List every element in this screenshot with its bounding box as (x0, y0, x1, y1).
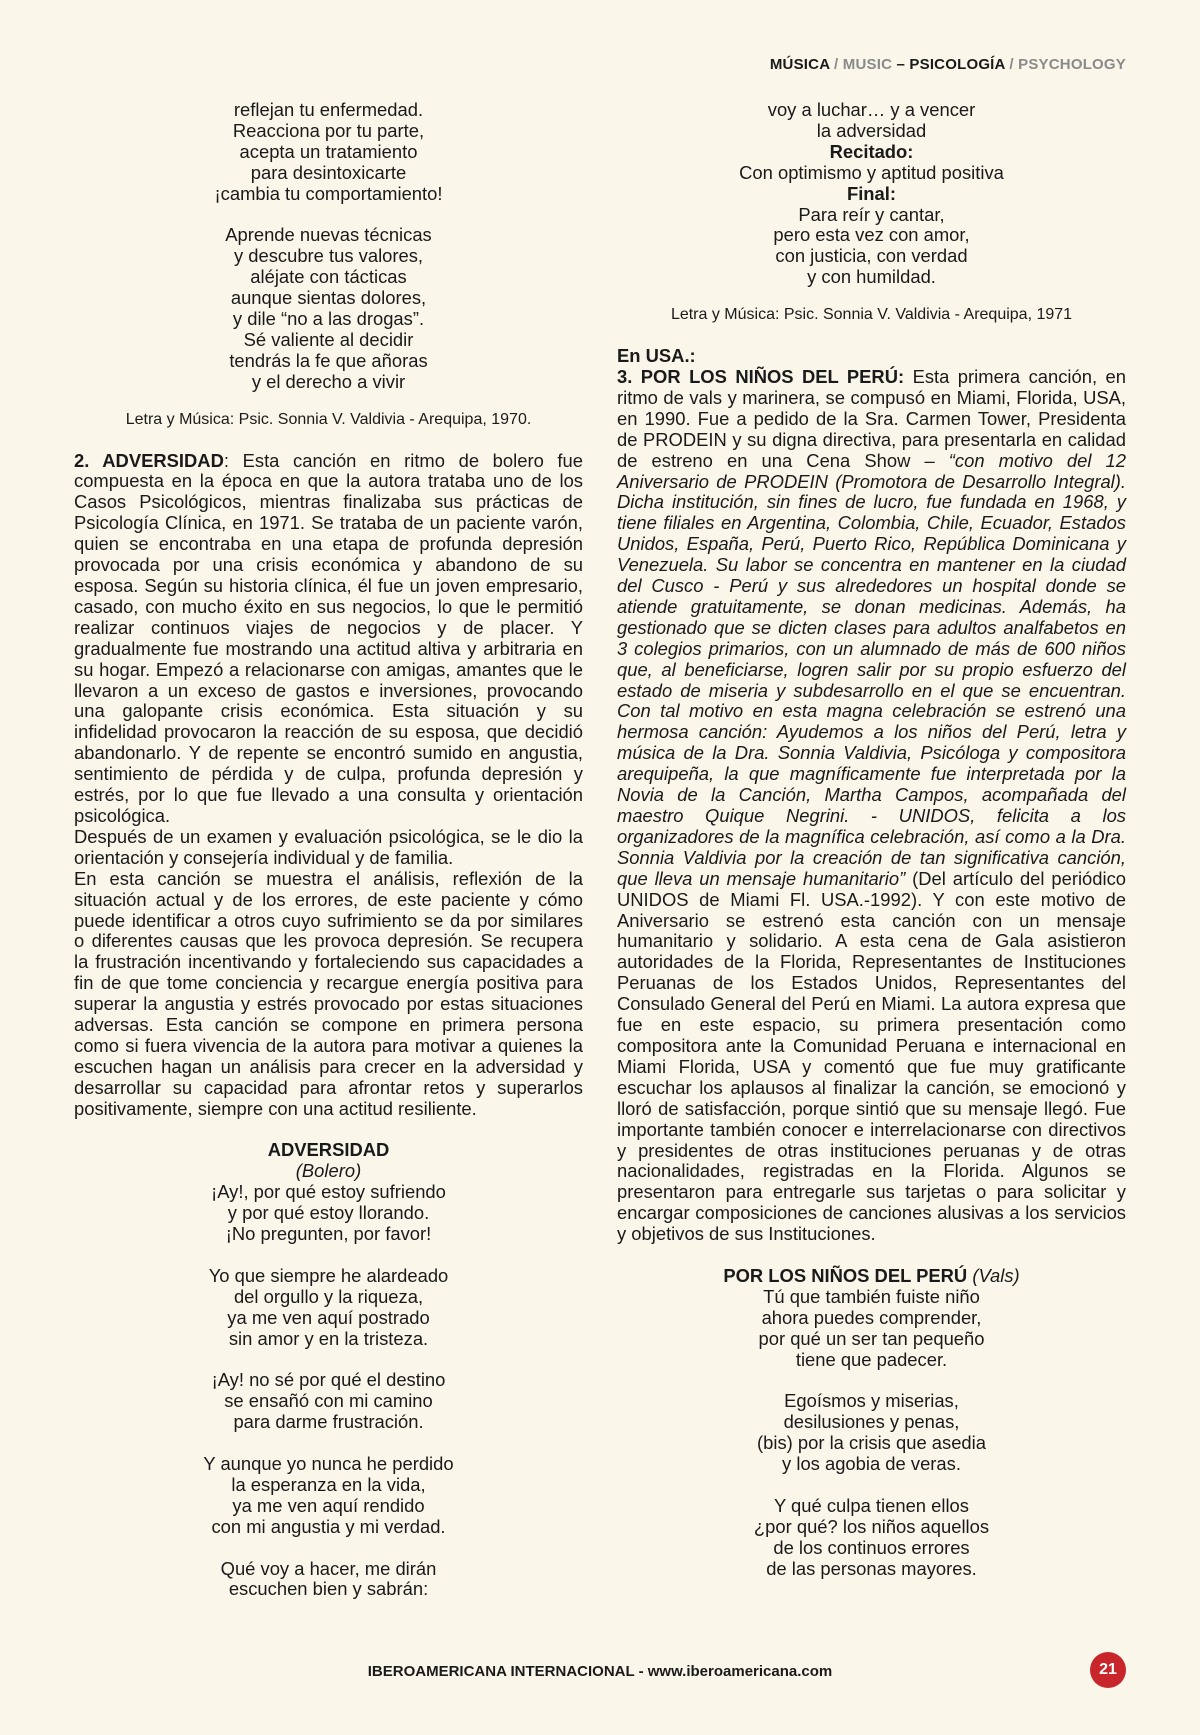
verse-line: por qué un ser tan pequeño (758, 1327, 985, 1349)
verse-line: pero esta vez con amor, (773, 224, 970, 246)
song-stanza (617, 100, 1126, 142)
verse-line: del orgullo y la riqueza, (233, 1285, 424, 1307)
section-2-paragraph (74, 451, 583, 827)
header-dash: – (892, 56, 910, 73)
verse-line: la adversidad (816, 119, 927, 141)
section-3-title: 3. POR LOS NIÑOS DEL PERÚ: (617, 365, 905, 387)
verse-line: y por qué estoy llorando. (227, 1202, 430, 1224)
song-stanza (617, 1391, 1126, 1475)
verse-line: Sé valiente al decidir (243, 328, 414, 350)
verse-line: ¡cambia tu comportamiento! (214, 182, 443, 204)
verse-line: y con humildad. (807, 266, 936, 288)
song-title: ADVERSIDAD (267, 1139, 390, 1161)
song-stanza (617, 205, 1126, 289)
song-stanza (617, 1496, 1126, 1580)
verse-line: ahora puedes comprender, (761, 1306, 982, 1328)
section-3-paragraph (617, 367, 1126, 1245)
header-sep: / (829, 56, 843, 73)
verse-line: la esperanza en la vida, (231, 1473, 426, 1495)
song-stanza (74, 1370, 583, 1433)
section-3-intro: Esta primera canción, en ritmo de vals y marinera, se compusó en Miami, Florida, USA, en 1990. Fue a pedido de la Sra. Carmen Tower, Presidenta de PRODEIN y su digna directiva, para presentarla en calidad de estreno en una Cena Show – (617, 365, 1126, 471)
right-column (617, 100, 1126, 1579)
song-genre: (Vals) (967, 1264, 1020, 1286)
verse-line: reflejan tu enfermedad. (233, 99, 424, 120)
poem-stanza (74, 225, 583, 392)
page-number-badge: 21 (1090, 1652, 1126, 1688)
section-2-title: 2. ADVERSIDAD (74, 449, 224, 471)
header-music: MUSIC (842, 56, 893, 73)
header-musica: MÚSICA (769, 56, 830, 73)
verse-line: tiene que padecer. (795, 1348, 948, 1370)
verse-line: ¡Ay! no sé por qué el destino (211, 1369, 446, 1391)
left-column (74, 100, 583, 1600)
header-sep: / (1005, 56, 1019, 73)
header-psicologia: PSICOLOGÍA (909, 56, 1006, 73)
final-label: Final: (846, 182, 897, 204)
verse-line: de los continuos errores (773, 1536, 970, 1558)
footer-text: IBEROAMERICANA INTERNACIONAL - www.iberoamericana.com (367, 1663, 833, 1680)
section-2-text: : Esta canción en ritmo de bolero fue compuesta en la época en que la autora trataba uno de los Casos Psicológicos, mientras finalizaba sus prácticas de Psicología Clínica, en 1971. Se trataba de un paciente varón, quien se encontraba en una etapa de profunda depresión provocada por una crisis económica y abandono de su esposa. Según su historia clínica, él fue un joven empresario, casado, con mucho éxito en sus negocios, lo que le permitió realizar continuos viajes de negocios y de placer. Y gradualmente fue mostrando una actitud altiva y arbitraria en su hogar. Empezó a relacionarse con amigas, amantes que le llevaron a un exceso de gastos e inversiones, provocando una galopante crisis económica. Esta situación y su infidelidad provocaron la reacción de su esposa, que decidió abandonarlo. Y de repente se encontró sumido en angustia, sentimiento de pérdida y de culpa, profunda depresión y estrés, por lo que fue llevado a una consulta y orientación psicológica. (74, 449, 583, 826)
verse-line: ya me ven aquí postrado (227, 1306, 430, 1328)
verse-line: con justicia, con verdad (775, 245, 968, 267)
verse-line: Aprende nuevas técnicas (225, 224, 432, 246)
section-header (770, 56, 1126, 73)
verse-line: ¿por qué? los niños aquellos (753, 1515, 990, 1537)
song-stanza (617, 1287, 1126, 1371)
section-2-paragraph: Después de un examen y evaluación psicológica, se le dio la orientación y consejería individual y de familia. (74, 825, 583, 868)
verse-line: para desintoxicarte (250, 161, 407, 183)
verse-line: Reacciona por tu parte, (232, 119, 425, 141)
section-2-paragraph: En esta canción se muestra el análisis, reflexión de la situación actual y de los errores, de este paciente y cómo puede identificar a otros cuyo sufrimiento se da por similares o diferentes causas que les provoca depresión. Se recupera la frustración incentivando y fortaleciendo sus capacidades a fin de que tome conciencia y recargue energía positiva para superar la angustia y estrés provocado por estas situaciones adversas. Esta canción se compone en primera persona como si fuera vivencia de la autora para motivar a quienes la escuchen hagan un análisis para crecer en la adversidad y desarrollar su capacidad para afrontar retos y superarlos positivamente, siempre con una actitud resiliente. (74, 867, 583, 1119)
verse-line: (bis) por la crisis que asedia (757, 1432, 986, 1454)
verse-line: y el derecho a vivir (251, 370, 406, 392)
song-stanza (74, 1454, 583, 1538)
header-psychology: PSYCHOLOGY (1018, 56, 1126, 73)
verse-line: para darme frustración. (233, 1411, 424, 1433)
verse-line: Y qué culpa tienen ellos (774, 1494, 969, 1516)
en-usa-heading: En USA.: (617, 345, 696, 367)
verse-line: y descubre tus valores, (233, 245, 424, 267)
verse-line: ya me ven aquí rendido (232, 1494, 425, 1516)
poem-stanza (74, 100, 583, 205)
verse-line: Qué voy a hacer, me dirán (220, 1557, 437, 1579)
verse-line: tendrás la fe que añoras (229, 349, 428, 371)
song-title: POR LOS NIÑOS DEL PERÚ (723, 1264, 968, 1286)
verse-line: aléjate con tácticas (250, 266, 407, 288)
section-3-rest: (Del artículo del periódico UNIDOS de Miami Fl. USA.-1992). Y con este motivo de Aniversario se estrenó esta canción con un mensaje humanitario y solidario. A esta cena de Gala asistieron autoridades de la Florida, Representantes de Instituciones Peruanas de los Estados Unidos, Representantes del Consulado General del Perú en Miami. La autora expresa que fue en este espacio, su primera presentación como compositora ante la Comunidad Peruana e internacional en Miami Florida, USA y comentó que fue muy gratificante escuchar los aplausos al finalizar la canción, se emocionó y lloró de satisfacción, porque sintió que su mensaje llegó. Fue importante también conocer e interrelacionarse con directivos y presidentes de otras instituciones peruanas y de otras nacionalidades, registradas en la Florida. Algunos se presentaron para entregarle sus tarjetas o para solicitar y encargar composiciones de canciones alusivas a los servicios y objetivos de sus Instituciones. (617, 867, 1126, 1245)
song-stanza (74, 1266, 583, 1350)
song-heading (617, 1266, 1126, 1287)
song-credit: Letra y Música: Psic. Sonnia V. Valdivia - Arequipa, 1971 (670, 306, 1073, 324)
verse-line: sin amor y en la tristeza. (228, 1327, 429, 1349)
song-credit: Letra y Música: Psic. Sonnia V. Valdivia - Arequipa, 1970. (125, 410, 532, 428)
verse-line: y dile “no a las drogas”. (232, 308, 425, 330)
section-3-quote: “con motivo del 12 Aniversario de PRODEIN (Promotora de Desarrollo Integral). Dicha institución, sin fines de lucro, fue fundada en 1968, y tiene filiales en Argentina, Colombia, Chile, Ecuador, Estados Unidos, España, Perú, Puerto Rico, República Dominicana y Venezuela. Su labor se concentra en mantener en la ciudad del Cusco - Perú y sus alrededores un hospital donde se atiende gratuitamente, se donan medicinas. Además, ha gestionado que se dicten clases para adultos analfabetos en 3 colegios primarios, con un alumnado de más de 600 niños que, al beneficiarse, logren salir por su propio esfuerzo del estado de miseria y subdesarrollo en el que se encuentran. Con tal motivo en esta magna celebración se estrenó una hermosa canción: Ayudemos a los niños del Perú, letra y música de la Dra. Sonnia Valdivia, Psicóloga y compositora arequipeña, la que magníficamente fue interpretada por la Novia de la Canción, Martha Campos, acompañada del maestro Quique Negrini. - UNIDOS, felicita a los organizadores de la magnífica celebración, así como a la Dra. Sonnia Valdivia por la creación de tan significativa canción, que lleva un mensaje humanitario” (617, 449, 1126, 889)
verse-line: se ensañó con mi camino (224, 1390, 433, 1412)
verse-line: Y aunque yo nunca he perdido (203, 1453, 454, 1475)
verse-line: Egoísmos y miserias, (784, 1390, 959, 1412)
verse-line: con mi angustia y mi verdad. (211, 1515, 446, 1537)
verse-line: acepta un tratamiento (239, 140, 418, 162)
verse-line: voy a luchar… y a vencer (767, 99, 976, 120)
verse-line: escuchen bien y sabrán: (228, 1578, 429, 1600)
verse-line: Yo que siempre he alardeado (208, 1264, 449, 1286)
song-genre: (Bolero) (295, 1160, 362, 1182)
recitado-line: Con optimismo y aptitud positiva (739, 161, 1004, 183)
verse-line: desilusiones y penas, (783, 1411, 960, 1433)
verse-line: de las personas mayores. (766, 1557, 977, 1579)
verse-line: Tú que también fuiste niño (763, 1285, 980, 1307)
song-stanza (74, 1182, 583, 1245)
verse-line: aunque sientas dolores, (230, 287, 427, 309)
verse-line: ¡No pregunten, por favor! (225, 1223, 432, 1245)
verse-line: Para reír y cantar, (798, 203, 945, 225)
verse-line: y los agobia de veras. (782, 1453, 961, 1475)
song-stanza (74, 1559, 583, 1601)
verse-line: ¡Ay!, por qué estoy sufriendo (211, 1181, 446, 1203)
recitado-label: Recitado: (829, 140, 914, 162)
